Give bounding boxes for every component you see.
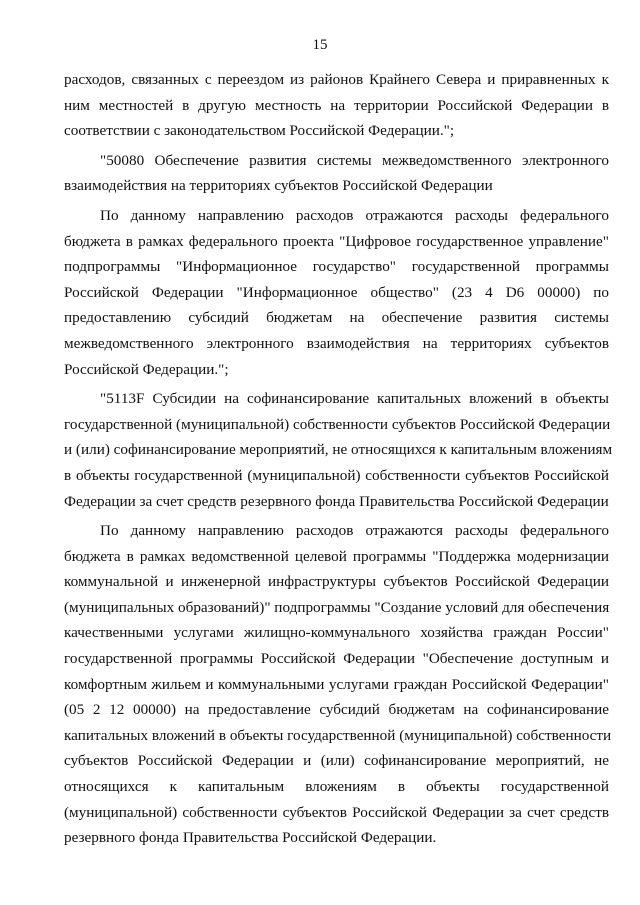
text-line: государственной программы Российской Федерации "Обеспечение доступным и [64,650,609,668]
paragraph-p2 [64,148,609,199]
text-line: Российской Федерации."; [64,360,229,378]
text-line: "50080 Обеспечение развития системы межведомственного электронного [100,151,609,169]
text-line: капитальных вложений в объекты государственной (муниципальной) собственности [64,726,612,744]
text-line: подпрограммы "Информационное государство" государственной программы [64,258,609,276]
text-line: "5113F Субсидии на софинансирование капитальных вложений в объекты [100,390,609,408]
text-line: в объекты государственной (муниципальной) собственности субъектов Российской [64,466,609,484]
paragraph-p3 [64,203,609,382]
paragraph-p1 [64,67,609,144]
text-line: бюджета в рамках ведомственной целевой программы "Поддержка модернизации [64,547,609,565]
text-line: (05 2 12 00000) на предоставление субсидий бюджетам на софинансирование [64,701,609,719]
text-line: взаимодействия на территориях субъектов Российской Федерации [64,177,493,195]
document-body [64,67,613,855]
text-line: (муниципальной) собственности субъектов Российской Федерации за счет средств [64,803,609,821]
text-line: качественными услугами жилищно-коммунального хозяйства граждан России" [64,624,609,642]
text-line: комфортным жильем и коммунальными услугами граждан Российской Федерации" [64,675,609,693]
text-line: государственной (муниципальной) собственности субъектов Российской Федерации [64,415,611,433]
text-line: Российской Федерации "Информационное общество" (23 4 D6 00000) по [64,283,609,301]
text-line: соответствии с законодательством Российской Федерации."; [64,122,455,140]
text-line: (муниципальных образований)" подпрограммы "Создание условий для обеспечения [64,598,610,616]
text-line: По данному направлению расходов отражаются расходы федерального [100,522,609,540]
text-line: расходов, связанных с переездом из районов Крайнего Севера и приравненных к [64,71,609,88]
text-line: ним местностей в другую местность на территории Российской Федерации в [64,96,609,114]
text-line: предоставлению субсидий бюджетам на обеспечение развития системы [64,309,609,327]
text-line: По данному направлению расходов отражаются расходы федерального [100,206,609,224]
text-line: межведомственного электронного взаимодействия на территориях субъектов [64,334,609,352]
text-line: бюджета в рамках федерального проекта "Цифровое государственное управление" [64,232,609,250]
text-line: резервного фонда Правительства Российской Федерации. [64,829,437,847]
text-line: относящихся к капитальным вложениям в объекты государственной [64,778,609,796]
text-line: Федерации за счет средств резервного фонда Правительства Российской Федерации [64,492,609,510]
text-line: и (или) софинансирование мероприятий, не относящихся к капитальным вложениям [64,441,613,459]
text-line: коммунальной и инженерной инфраструктуры субъектов Российской Федерации [64,573,609,591]
page-number: 15 [312,37,328,53]
paragraph-p4 [64,386,613,514]
paragraph-p5 [64,518,612,851]
text-line: субъектов Российской Федерации и (или) софинансирование мероприятий, не [64,752,609,770]
